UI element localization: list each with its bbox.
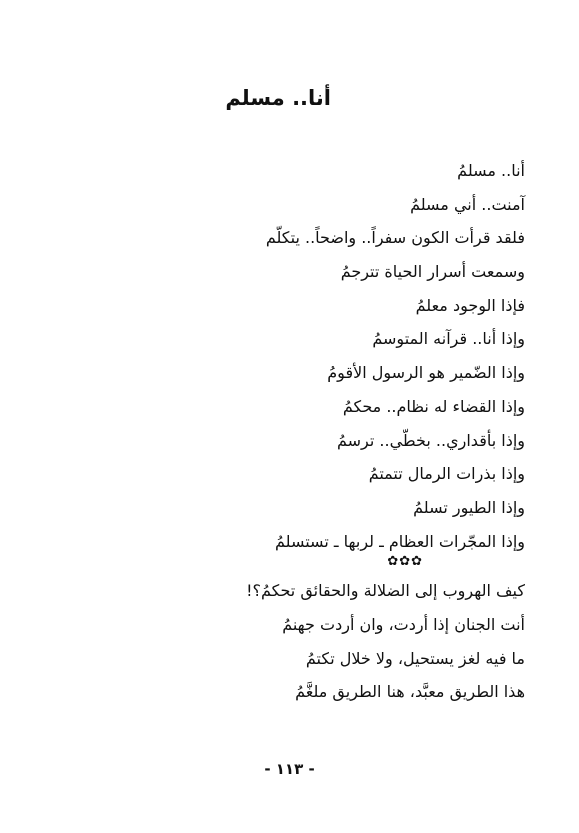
verse-line: فإذا الوجود معلمُ xyxy=(415,295,525,315)
verse-line: وإذا أنا.. قرآنه المتوسمُ xyxy=(372,329,525,349)
verse-line: كيف الهروب إلى الضلالة والحقائق تحكمُ؟! xyxy=(246,581,525,601)
verse-line: فلقد قرأت الكون سفراً.. واضحاً.. يتكلّم xyxy=(265,228,525,248)
verse-line: هذا الطريق معبَّد، هنا الطريق ملغَّمُ xyxy=(295,682,525,702)
poem-body xyxy=(45,154,525,709)
verse-line: ما فيه لغز يستحيل، ولا خلال تكتمُ xyxy=(305,648,525,668)
verse-line: أنا.. مسلمُ xyxy=(457,161,525,180)
verse-line: وإذا بأقداري.. بخطّي.. ترسمُ xyxy=(337,430,525,450)
verse-line: أنت الجنان إذا أردت، وان أردت جهنمُ xyxy=(282,614,525,634)
stanza-separator: ✿✿✿ xyxy=(387,554,423,570)
page-number: - ١١٣ - xyxy=(264,760,315,778)
verse-line: آمنت.. أني مسلمُ xyxy=(410,194,525,214)
verse-line: وإذا بذرات الرمال تتمتمُ xyxy=(368,464,525,484)
verse-line: وإذا الضّمير هو الرسول الأقومُ xyxy=(327,363,525,383)
verse-line: وإذا المجّرات العظام ـ لربها ـ تستسلمُ xyxy=(275,531,525,551)
page-title: أنا.. مسلم xyxy=(225,86,331,110)
verse-line: وسمعت أسرار الحياة تترجمُ xyxy=(340,262,525,282)
verse-line: وإذا القضاء له نظام.. محكمُ xyxy=(342,396,525,416)
verse-line: وإذا الطيور تسلمُ xyxy=(413,497,525,517)
